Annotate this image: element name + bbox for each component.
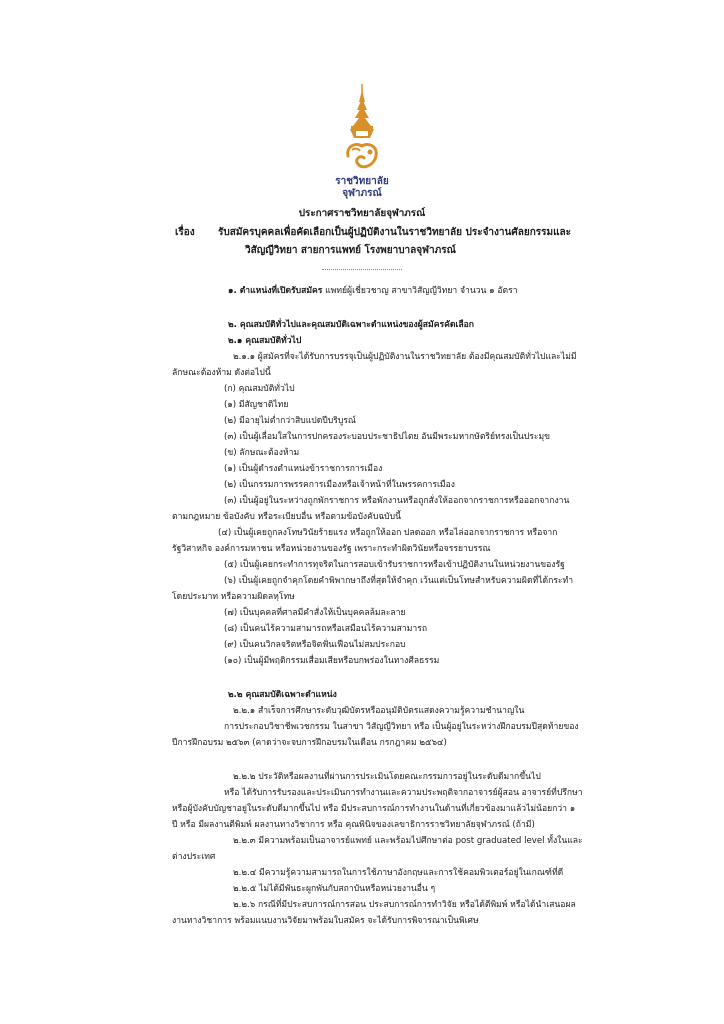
list-item-continuation: ตามกฎหมาย ข้อบังคับ หรือระเบียบอื่น หรือตามข้อบังคับฉบับนี้ xyxy=(172,512,401,522)
list-item: (๒) มีอายุไม่ต่ำกว่าสิบแปดปีบริบูรณ์ xyxy=(224,416,356,426)
para-2-2-2-line4: ปี หรือ มีผลงานตีพิมพ์ ผลงานทางวิชาการ หรือ คุณพินิจของเลขาธิการราชวิทยาลัยจุฬาภรณ์ (ถ้ามี) xyxy=(172,820,535,830)
para-2-2-4: ๒.๒.๔ มีความรู้ความสามารถในการใช้ภาษาอังกฤษและการใช้คอมพิวเตอร์อยู่ในเกณฑ์ที่ดี xyxy=(233,868,564,878)
list-item: (ข) ลักษณะต้องห้าม xyxy=(224,448,300,458)
separator-line xyxy=(322,269,402,270)
list-item: (๗) เป็นบุคคลที่ศาลมีคำสั่งให้เป็นบุคคลล้มละลาย xyxy=(224,608,406,618)
para-2-2-3-line2: ต่างประเทศ xyxy=(172,852,216,862)
para-2-2-2-line2: หรือ ได้รับการรับรองและประเมินการทำงานและความประพฤติจากอาจารย์ผู้สอน อาจารย์ที่ปรึกษา xyxy=(224,788,583,798)
list-item-5: (๕) เป็นผู้เคยกระทำการทุจริตในการสอบเข้ารับราชการหรือเข้าปฏิบัติงานในหน่วยงานของรัฐ xyxy=(224,560,565,570)
section-2-1-title: ๒.๑ คุณสมบัติทั่วไป xyxy=(228,336,302,346)
para-2-2-5: ๒.๒.๕ ไม่ได้มีพันธะผูกพันกับสถาบันหรือหน่วยงานอื่น ๆ xyxy=(233,884,436,894)
section-1 xyxy=(228,286,518,297)
para-2-2-1-line3: ปีการฝึกอบรม ๒๕๖๓ (คาดว่าจะจบการฝึกอบรมในเดือน กรกฎาคม ๒๕๖๔) xyxy=(172,738,447,748)
list-item-4-line2: รัฐวิสาหกิจ องค์การมหาชน หรือหน่วยงานของรัฐ เพราะกระทำผิดวินัยหรือจรรยาบรรณ xyxy=(172,544,491,554)
para-2-2-2-line3: หรือผู้บังคับบัญชาอยู่ในระดับดีมากขึ้นไป หรือ มีประสบการณ์การทำงานในด้านที่เกี่ยวข้องมาแล้วไม่น้อยกว่า ๑ xyxy=(172,804,576,814)
list-item: (๓) เป็นผู้อยู่ในระหว่างถูกพักราชการ หรือพักงานหรือถูกสั่งให้ออกจากราชการหรือออกจากงาน xyxy=(224,496,570,506)
list-item: (๑) เป็นผู้ดำรงตำแหน่งข้าราชการการเมือง xyxy=(224,464,383,474)
list-item: (๑) มีสัญชาติไทย xyxy=(224,400,289,410)
para-2-2-6-line2: งานทางวิชาการ พร้อมแนบงานวิจัยมาพร้อมใบสมัคร จะได้รับการพิจารณาเป็นพิเศษ xyxy=(172,916,479,926)
para-2-2-1-line2: การประกอบวิชาชีพเวชกรรม ในสาขา วิสัญญีวิทยา หรือ เป็นผู้อยู่ในระหว่างฝึกอบรมปีสุดท้ายของ xyxy=(224,722,579,732)
subject-label: เรื่อง xyxy=(175,227,195,238)
para-2-1-1-line2: ลักษณะต้องห้าม ดังต่อไปนี้ xyxy=(172,368,271,378)
list-item: (๑๐) เป็นผู้มีพฤติกรรมเสื่อมเสียหรือบกพร่องในทางศีลธรรม xyxy=(224,656,440,666)
list-item: (๙) เป็นคนวิกลจริตหรือจิตฟั่นเฟือนไม่สมประกอบ xyxy=(224,640,406,650)
announcement-title: ประกาศราชวิทยาลัยจุฬาภรณ์ xyxy=(298,208,426,219)
section-2-2-title: ๒.๒ คุณสมบัติเฉพาะตำแหน่ง xyxy=(228,690,337,700)
list-item: (ก) คุณสมบัติทั่วไป xyxy=(224,384,295,394)
section-1-title: ๑. ตำแหน่งที่เปิดรับสมัคร xyxy=(228,286,323,296)
list-item-4-line1: (๔) เป็นผู้เคยถูกลงโทษวินัยร้ายแรง หรือถูกให้ออก ปลดออก หรือไล่ออกจากราชการ หรือจาก xyxy=(218,528,558,538)
royal-crown-monogram-icon xyxy=(340,84,384,176)
para-2-2-1-line1: ๒.๒.๑ สำเร็จการศึกษาระดับวุฒิบัตรหรืออนุมัติบัตรแสดงความรู้ความชำนาญใน xyxy=(233,706,525,716)
section-1-text: แพทย์ผู้เชี่ยวชาญ สาขาวิสัญญีวิทยา จำนวน ๑ อัตรา xyxy=(325,286,518,296)
para-2-1-1-line1: ๒.๑.๑ ผู้สมัครที่จะได้รับการบรรจุเป็นผู้ปฏิบัติงานในราชวิทยาลัย ต้องมีคุณสมบัติทั่วไปและไม่มี xyxy=(233,352,577,362)
list-item: (๘) เป็นคนไร้ความสามารถหรือเสมือนไร้ความสามารถ xyxy=(224,624,428,634)
para-2-2-2-line1: ๒.๒.๒ ประวัติหรือผลงานที่ผ่านการประเมินโดยคณะกรรมการอยู่ในระดับดีมากขึ้นไป xyxy=(233,772,541,782)
para-2-2-6-line1: ๒.๒.๖ กรณีที่มีประสบการณ์การสอน ประสบการณ์การทำวิจัย หรือได้ตีพิมพ์ หรือได้นำเสนอผล xyxy=(233,900,576,910)
para-2-2-3-line1: ๒.๒.๓ มีความพร้อมเป็นอาจารย์แพทย์ และพร้อมไปศึกษาต่อ post graduated level ทั้งในและ xyxy=(233,836,583,846)
section-2-title: ๒. คุณสมบัติทั่วไปและคุณสมบัติเฉพาะตำแหน่งของผู้สมัครคัดเลือก xyxy=(228,320,474,330)
logo-text-line2: จุฬาภรณ์ xyxy=(342,188,382,199)
college-logo xyxy=(330,84,394,200)
subject-line-2: วิสัญญีวิทยา สายการแพทย์ โรงพยาบาลจุฬาภรณ์ xyxy=(245,245,456,256)
list-item: (๓) เป็นผู้เลื่อมใสในการปกครองระบอบประชาธิปไตย อันมีพระมหากษัตริย์ทรงเป็นประมุข xyxy=(224,432,551,442)
logo-text-line1: ราชวิทยาลัย xyxy=(335,176,389,187)
list-item-6-line1: (๖) เป็นผู้เคยถูกจำคุกโดยคำพิพากษาถึงที่สุดให้จำคุก เว้นแต่เป็นโทษสำหรับความผิดที่ได้กระทำ xyxy=(224,576,574,586)
list-item: (๒) เป็นกรรมการพรรคการเมืองหรือเจ้าหน้าที่ในพรรคการเมือง xyxy=(224,480,455,490)
list-item-6-line2: โดยประมาท หรือความผิดลหุโทษ xyxy=(172,592,295,602)
subject-line-1: รับสมัครบุคคลเพื่อคัดเลือกเป็นผู้ปฏิบัติงานในราชวิทยาลัย ประจำงานศัลยกรรมและ xyxy=(218,227,572,238)
